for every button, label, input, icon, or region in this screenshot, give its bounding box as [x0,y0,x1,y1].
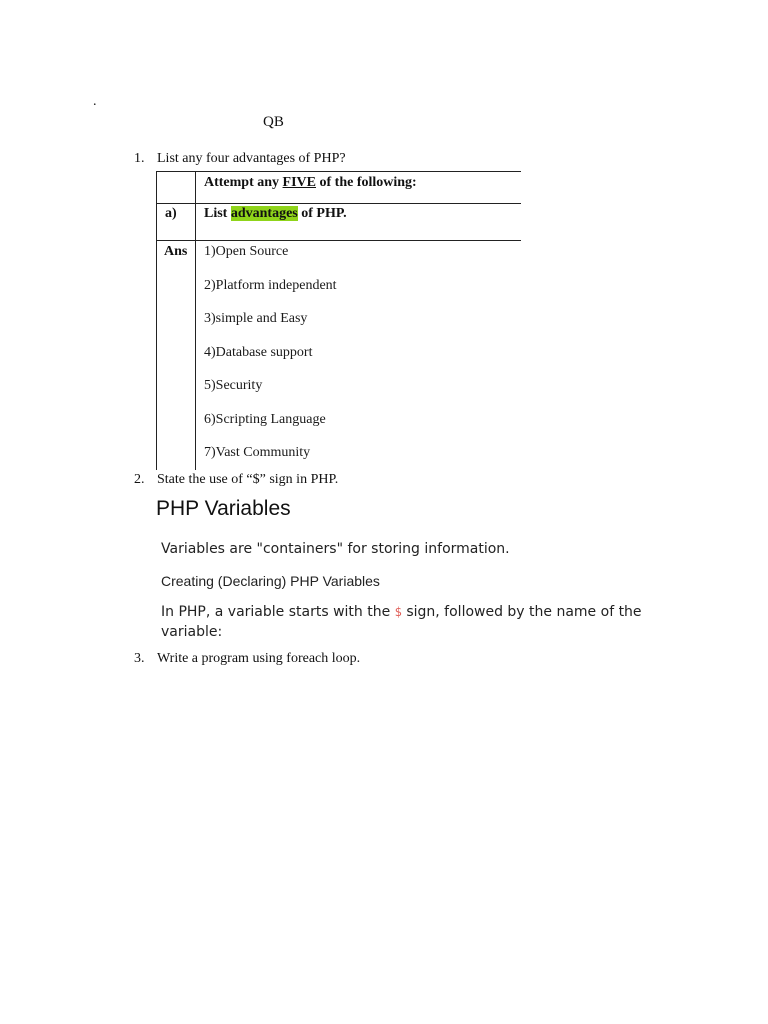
question-text: List any four advantages of PHP? [157,151,346,166]
table-question: List advantages of PHP. [204,206,347,221]
answer-item: 5)Security [204,378,263,393]
answer-item: 6)Scripting Language [204,412,326,427]
dollar-symbol: $ [394,605,402,619]
document-title: QB [263,114,284,130]
answer-item: 2)Platform independent [204,278,337,293]
question-number: 1. [134,151,145,166]
excerpt-title: PHP Variables [156,497,291,520]
question-number: 2. [134,472,145,487]
answer-item: 7)Vast Community [204,445,311,460]
excerpt-line: variable: [161,624,223,640]
ans-label: Ans [164,244,188,259]
table-header: Attempt any FIVE of the following: [204,175,417,190]
excerpt-subheading: Creating (Declaring) PHP Variables [161,573,380,589]
excerpt-line: Variables are "containers" for storing information. [161,541,510,557]
excerpt-line: In PHP, a variable starts with the $ sign, followed by the name of the [161,604,642,620]
answer-item: 4)Database support [204,345,313,360]
answer-item: 1)Open Source [204,244,289,259]
question-text: Write a program using foreach loop. [157,651,361,666]
highlighted-word: advantages [230,206,298,221]
answer-item: 3)simple and Easy [204,311,308,326]
question-number: 3. [134,651,145,666]
stray-dot: . [93,94,97,109]
answer-table-image [156,171,521,470]
row-label: a) [165,206,177,221]
question-text: State the use of “$” sign in PHP. [157,472,339,487]
